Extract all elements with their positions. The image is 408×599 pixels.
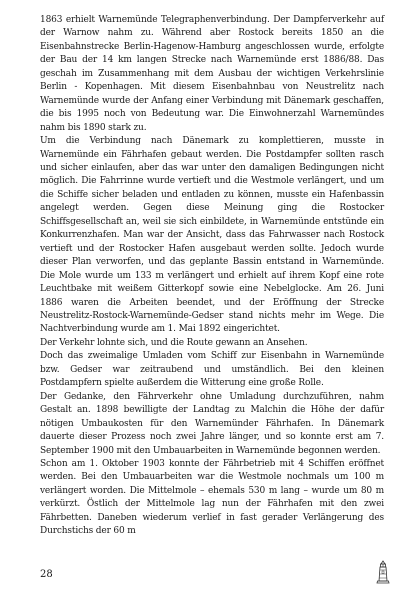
- paragraph: Um die Verbindung nach Dänemark zu komplettieren, musste in Warnemünde ein Fährhafen gebaut werden. Die Postdampfer sollten rasch und sicher einlaufen, aber das war unter den damaligen Bedingungen nicht möglich. Die Fahrrinne wurde vertieft und die Westmole verlängert, und um die Schiffe sicher beladen und entladen zu können, musste ein Hafenbassin angelegt werden. Gegen diese Meinung ging die Rostocker Schiffsgesellschaft an, weil sie sich einbildete, in Warnemünde entstünde ein Konkurrenzhafen. Man war der Ansicht, dass das Fahrwasser nach Rostock vertieft und der Rostocker Hafen ausgebaut werden sollte. Jedoch wurde dieser Plan verworfen, und das geplante Bassin entstand in Warnemünde. Die Mole wurde um 133 m verlängert und erhielt auf ihrem Kopf eine rote Leuchtbake mit weißem Gitterkopf sowie eine Nebelglocke. Am 26. Juni 1886 waren die Arbeiten beendet, und der Eröffnung der Strecke Neustrelitz-Rostock-Warnemünde-Gedser stand nichts mehr im Wege. Die Nachtverbindung wurde am 1. Mai 1892 eingerichtet.: [40, 136, 384, 335]
- paragraph: Schon am 1. Oktober 1903 konnte der Fährbetrieb mit 4 Schiffen eröffnet werden. Bei den Umbauarbeiten war die Westmole nochmals um 100 m verlängert worden. Die Mittelmole – ehemals 530 m lang – wurde um 80 m verkürzt. Östlich der Mittelmole lag nun der Fährhafen mit den zwei Fährbetten. Daneben wiederum verlief in fast gerader Verlängerung des Durchstichs der 60 m: [40, 458, 384, 537]
- body-text: [40, 14, 384, 539]
- paragraph: Doch das zweimalige Umladen vom Schiff zur Eisenbahn in Warnemünde bzw. Gedser war zeitraubend und umständlich. Bei den kleinen Postdampfern spielte außerdem die Witterung eine große Rolle.: [40, 351, 384, 389]
- paragraph: Der Verkehr lohnte sich, und die Route gewann an Ansehen.: [40, 337, 308, 348]
- paragraph: 1863 erhielt Warnemünde Telegraphenverbindung. Der Dampferverkehr auf der Warnow nahm zu. Während aber Rostock bereits 1850 an die Eisenbahnstrecke Berlin-Hagenow-Hamburg angeschlossen wurde, erfolgte der Bau der 14 km langen Strecke nach Warnemünde erst 1886/88. Das geschah im Zusammenhang mit dem Ausbau der wichtigen Verkehrslinie Berlin - Kopenhagen. Mit diesem Eisenbahnbau von Neustrelitz nach Warnemünde wurde der Anfang einer Verbindung mit Dänemark geschaffen, die bis 1995 noch von Bedeutung war. Die Einwohnerzahl Warnemündes nahm bis 1890 stark zu.: [40, 15, 384, 133]
- paragraph: Der Gedanke, den Fährverkehr ohne Umladung durchzuführen, nahm Gestalt an. 1898 bewilligte der Landtag zu Malchin die Höhe der dafür nötigen Umbaukosten für den Warnemünder Fährhafen. In Dänemark dauerte dieser Prozess noch zwei Jahre länger, und so konnte erst am 7. September 1900 mit den Umbauarbeiten in Warnemünde begonnen werden.: [40, 391, 384, 456]
- lighthouse-icon: [376, 560, 390, 584]
- page-number: 28: [40, 569, 53, 580]
